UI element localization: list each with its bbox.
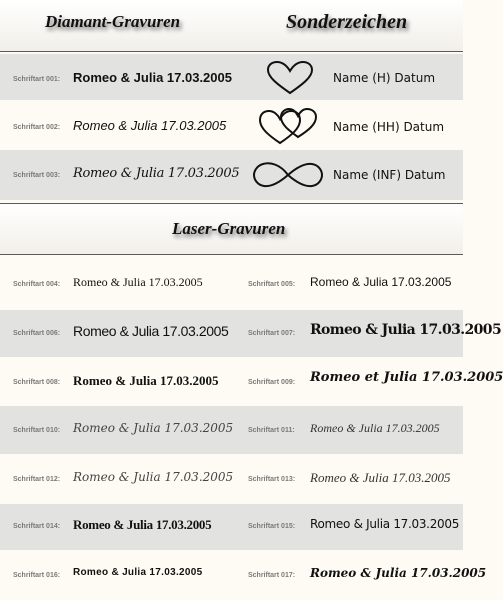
font-sample: Romeo & Julia 17.03.2005 bbox=[310, 275, 452, 289]
font-sample: Romeo & Julia 17.03.2005 bbox=[73, 275, 203, 289]
font-sample: Romeo & Julia 17.03.2005 bbox=[73, 70, 232, 85]
laser-row-010-011 bbox=[0, 406, 463, 454]
header-diamant-sonder bbox=[0, 0, 463, 52]
diamant-row-001 bbox=[0, 54, 463, 100]
heading-laser-gravuren: Laser-Gravuren bbox=[172, 219, 286, 238]
font-sample: Romeo & Julia 17.03.2005 bbox=[73, 323, 229, 339]
laser-row-006-007 bbox=[0, 310, 502, 357]
font-sample: Romeo & Julia 17.03.2005 bbox=[73, 421, 234, 435]
font-sample: Romeo & Julia 17.03.2005 bbox=[73, 118, 227, 133]
laser-row-004-005 bbox=[0, 258, 463, 310]
diamant-row-002 bbox=[0, 101, 463, 150]
symbol-code-text: Name (HH) Datum bbox=[333, 120, 445, 134]
double-heart-icon bbox=[258, 107, 320, 147]
font-sample: Romeo & Julia 17.03.2005 bbox=[73, 373, 219, 388]
font-sample: Romeo et Julia 17.03.2005 bbox=[310, 370, 503, 385]
symbol-code-text: Name (H) Datum bbox=[333, 71, 436, 85]
font-sample: Romeo & Julia 17.03.2005 bbox=[73, 470, 234, 484]
font-sample: Romeo & Julia 17.03.2005 bbox=[310, 566, 487, 580]
font-sample: Romeo & Julia 17.03.2005 bbox=[73, 517, 212, 532]
font-label: Schriftart 004: bbox=[13, 281, 61, 288]
font-label: Schriftart 012: bbox=[13, 476, 61, 483]
font-label: Schriftart 016: bbox=[13, 572, 61, 579]
infinity-icon bbox=[252, 160, 324, 190]
font-label: Schriftart 017: bbox=[248, 572, 296, 579]
font-label: Schriftart 014: bbox=[13, 523, 61, 530]
heading-diamant-gravuren: Diamant-Gravuren bbox=[45, 12, 181, 31]
header-laser bbox=[0, 203, 463, 255]
font-label: Schriftart 009: bbox=[248, 379, 296, 386]
font-label: Schriftart 007: bbox=[248, 330, 296, 337]
heading-sonderzeichen: Sonderzeichen bbox=[286, 11, 408, 33]
font-label: Schriftart 006: bbox=[13, 330, 61, 337]
symbol-code-text: Name (INF) Datum bbox=[333, 168, 446, 182]
laser-row-014-015 bbox=[0, 504, 463, 550]
font-label: Schriftart 011: bbox=[248, 427, 295, 434]
font-sample: Romeo & Julia 17.03.2005 bbox=[310, 421, 440, 435]
font-label: Schriftart 013: bbox=[248, 476, 296, 483]
laser-row-016-017 bbox=[0, 550, 487, 600]
font-label: Schriftart 001: bbox=[13, 76, 61, 83]
font-label: Schriftart 003: bbox=[13, 172, 61, 179]
diamant-row-003 bbox=[0, 150, 463, 200]
font-sample: Romeo & Julia 17.03.2005 bbox=[310, 322, 502, 338]
font-label: Schriftart 015: bbox=[248, 523, 296, 530]
font-label: Schriftart 005: bbox=[248, 281, 296, 288]
font-label: Schriftart 010: bbox=[13, 427, 61, 434]
font-sample: Romeo & Julia 17.03.2005 bbox=[310, 470, 451, 485]
heart-icon bbox=[265, 60, 315, 96]
laser-row-012-013 bbox=[0, 454, 463, 504]
font-sample: Romeo & Julia 17.03.2005 bbox=[73, 166, 240, 181]
laser-row-008-009 bbox=[0, 357, 503, 406]
font-label: Schriftart 002: bbox=[13, 124, 61, 131]
font-sample: Romeo & Julia 17.03.2005 bbox=[73, 567, 203, 578]
font-label: Schriftart 008: bbox=[13, 379, 61, 386]
font-sample: Romeo & Julia 17.03.2005 bbox=[310, 517, 460, 531]
